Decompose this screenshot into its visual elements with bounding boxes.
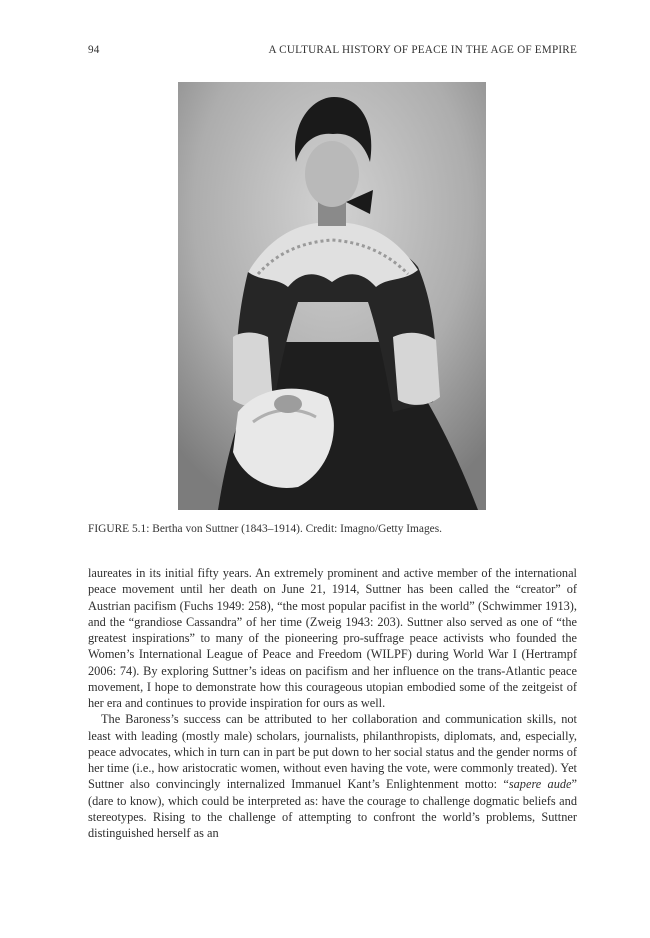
figure-photo	[178, 82, 486, 510]
page-number: 94	[88, 44, 100, 56]
paragraph-text: ” (dare to know), which could be interpreted as: have the courage to challenge dogmatic beliefs and stereotypes. Rising to the challenge of attempting to confront the world’s problems, Suttner distinguished herself as an	[88, 777, 577, 840]
portrait-image	[178, 82, 486, 510]
running-title: A CULTURAL HISTORY OF PEACE IN THE AGE OF EMPIRE	[268, 44, 577, 56]
paragraph: laureates in its initial fifty years. An extremely prominent and active member of the international peace movement until her death on June 21, 1914, Suttner has been called the “creator” of Austrian pacifism (Fuchs 1949: 258), “the most popular pacifist in the world” (Schwimmer 1913), and the “grandiose Cassandra” of her time (Zweig 1943: 203). Suttner also served as one of “the greatest inspirations” to many of the pioneering pro-suffrage peace activists who founded the Women’s International League of Peace and Freedom (WILPF) during World War I (Hertrampf 2006: 74). By exploring Suttner’s ideas on pacifism and her influence on the trans-Atlantic peace movement, I hope to demonstrate how this courageous utopian embodied some of the zeitgeist of her era and continues to provide inspiration for ours as well.	[88, 566, 577, 710]
italic-phrase: sapere aude	[508, 777, 572, 792]
running-head	[88, 44, 577, 56]
paragraph-text: The Baroness’s success can be attributed to her collaboration and communication skills, not least with leading (mostly male) scholars, journalists, philanthropists, diplomats, and, especially, peace advocates, which in turn can in part be put down to her social status and the gender norms of her time (i.e., how aristocratic women, without even having the vote, were commonly treated). Yet Suttner also convincingly internalized Immanuel Kant’s Enlightenment motto: “	[88, 712, 577, 792]
figure-caption: FIGURE 5.1: Bertha von Suttner (1843–1914). Credit: Imagno/Getty Images.	[88, 523, 443, 535]
body-text	[88, 565, 577, 841]
paragraph	[88, 711, 577, 841]
